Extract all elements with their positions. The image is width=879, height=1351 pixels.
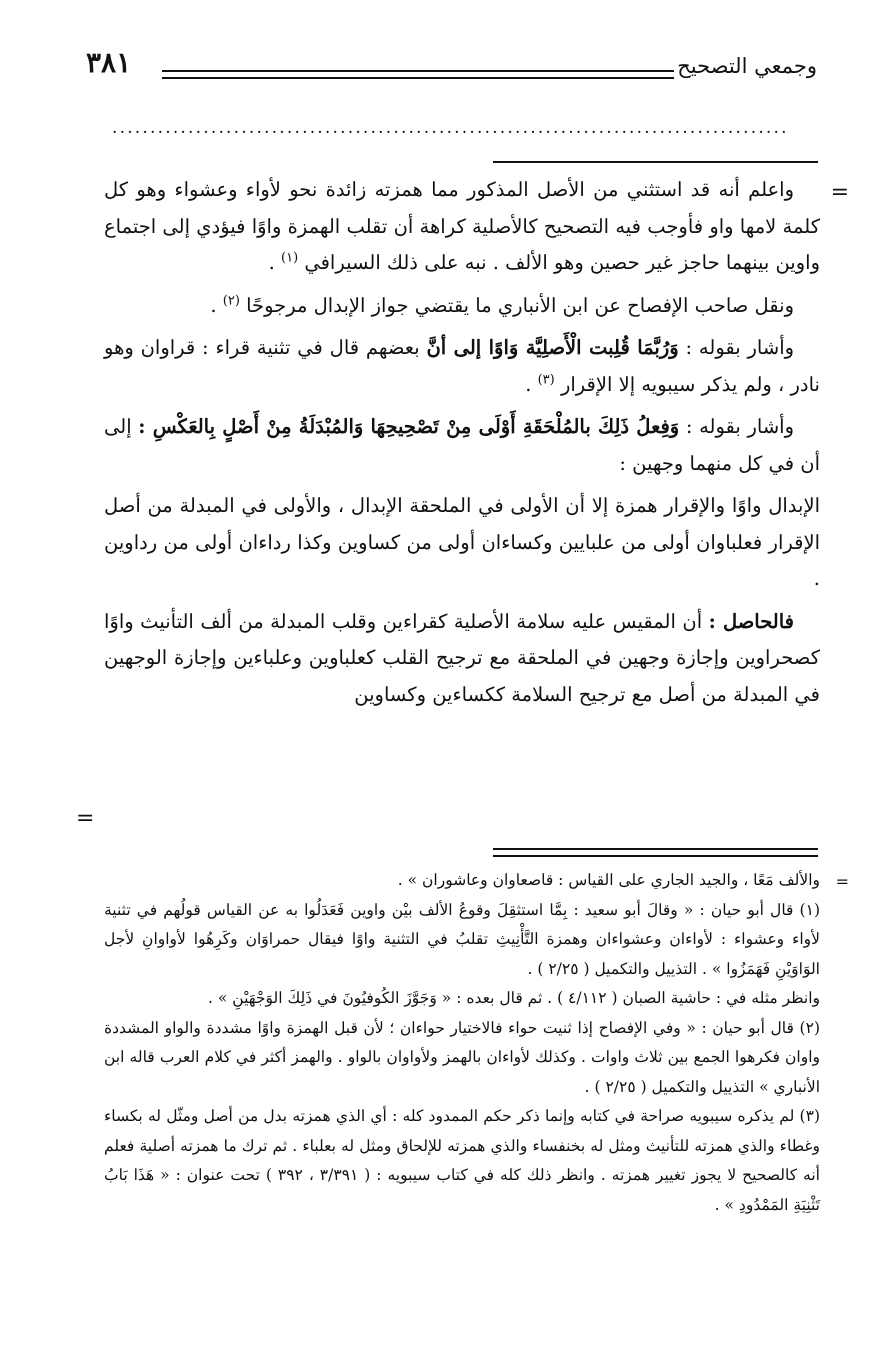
footnote-1: (١) قال أبو حيان : « وقالَ أبو سعيد : بِمَّا استثقِلَ وقوعُ الألف بيْن واوين فَعَدَلُوا به عن القياس قولُهم في تثنية لأواء وعشواء : لأواءان وعشواءان وهمزة التَّأْنِيثِ تقلبُ في التثنية واوًا فيقال حمراوَان وكَرِهُوا لأواوانِ لأجل الوَاوَيْنِ فَهَمَزُوا » . التذييل والتكميل ( ٢/٢٥ ) . [104, 900, 820, 978]
footnote-rule [493, 855, 818, 857]
paragraph [104, 409, 820, 482]
punctuation: . [525, 372, 532, 396]
running-header-title: وجمعي التصحيح [677, 54, 817, 78]
paragraph-text: إلى أن في كل منهما وجهين : [104, 415, 820, 475]
continuation-mark: = [830, 180, 849, 205]
footnote-continuation: والألف مَعًا ، والجيد الجاري على القياس : قاصعاوان وعاشوران » . [397, 871, 820, 889]
quoted-verse: وَرُبَّمَا قُلِبت الْأَصلِيَّة وَاوًا إلى أنَّ [426, 336, 679, 359]
header-rule [162, 77, 674, 79]
paragraph-text: أن المقيس عليه سلامة الأصلية كقراءين وقلب المبدلة من ألف التأنيث واوًا كصحراوين وإجازة وجهين في الملحقة مع ترجيح القلب كعلباوين وعلباءين وإجازة الوجهين في المبدلة من أصل مع ترجيح السلامة ككساءين وكساوين [104, 609, 820, 706]
footnote-ref: (٣) [537, 372, 555, 387]
paragraph [104, 488, 820, 598]
header-rule [162, 70, 674, 72]
dotted-separator: ......................................................................................... [112, 118, 789, 134]
section-rule [493, 161, 818, 163]
footnote-3: (٣) لم يذكره سيبويه صراحة في كتابه وإنما ذكر حكم الممدود كله : أي الذي همزته بدل من أصل ومثّل له بكساء وغطاء والذي همزته للتأنيث ومثل له بخنفساء والذي همزته للإلحاق ومثل له بعلباء . ثم ترك ما همزته أصلية فعلم أنه كالصحيح لا يجوز تغيير همزته . وانظر ذلك كله في كتاب سيبويه : ( ٣/٣٩١ ، ٣٩٢ ) تحت عنوان : « هَذَا بَابُ تَثْنِيَةِ المَمْدُودِ » . [104, 1107, 820, 1214]
footnote-2: (٢) قال أبو حيان : « وفي الإفصاح إذا ثنيت حواء فالاختيار حواءان ؛ لأن قبل الهمزة واوًا مشددة والواو المشددة واوان فكرهوا الجمع بين ثلاث واوات . وكذلك لأواءان بالهمز ولأواوان بالواو . والهمز أكثر في كلام العرب قاله ابن الأنباري » التذييل والتكميل ( ٢/٢٥ ) . [104, 1018, 820, 1096]
footnote-ref: (١) [281, 250, 299, 266]
footnote-rule [493, 848, 818, 850]
footnotes [104, 866, 820, 1220]
punctuation: . [268, 251, 275, 274]
quoted-verse: وَفِعلُ ذَلِكَ بالمُلْحَقَةِ أَوْلَى مِنْ تَصْحِيحِهَا وَالمُبْدَلَةُ مِنْ أَصْلٍ بِالعَكْسِ : [138, 415, 680, 438]
paragraph [104, 604, 820, 714]
continuation-mark: = [835, 872, 849, 891]
punctuation: . [210, 293, 217, 317]
footnote-1-see-also: وانظر مثله في : حاشية الصبان ( ٤/١١٢ ) . ثم قال بعده : « وَجَوَّزَ الكُوفيُونَ في ذَلِكَ الوَجْهَيْنِ » . [208, 989, 820, 1007]
main-text [104, 172, 820, 719]
paragraph [104, 330, 820, 403]
continuation-mark: = [76, 806, 95, 831]
paragraph [104, 288, 820, 325]
paragraph-text: واعلم أنه قد استثني من الأصل المذكور مما همزته زائدة نحو لأواء وعشواء وهو كل كلمة لامها واو فأوجب فيه التصحيح كالأصلية كراهة أن تقلب الهمزة واوًا فيؤدي إلى اجتماع واوين بينهما حاجز غير حصين وهو الألف . نبه على ذلك السيرافي [104, 178, 820, 274]
paragraph-text: بعضهم قال في تثنية قراء : قراوان وهو نادر ، ولم يذكر سيبويه إلا الإقرار [104, 336, 820, 396]
paragraph-text: الإبدال واوًا والإقرار همزة إلا أن الأولى في الملحقة الإبدال ، والأولى في المبدلة من أصل الإقرار فعلباوان أولى من علبايين وكساءان أولى من كساوين وكذا رداءان أولى من رداوين . [104, 494, 820, 590]
page-number: ٣٨١ [86, 46, 132, 79]
paragraph [104, 172, 820, 282]
paragraph-text: وأشار بقوله : [685, 415, 795, 438]
summary-label: فالحاصل : [708, 609, 795, 633]
paragraph-text: وأشار بقوله : [685, 336, 795, 359]
paragraph-text: ونقل صاحب الإفصاح عن ابن الأنباري ما يقتضي جواز الإبدال مرجوحًا [246, 293, 794, 317]
footnote-ref: (٢) [222, 293, 240, 308]
